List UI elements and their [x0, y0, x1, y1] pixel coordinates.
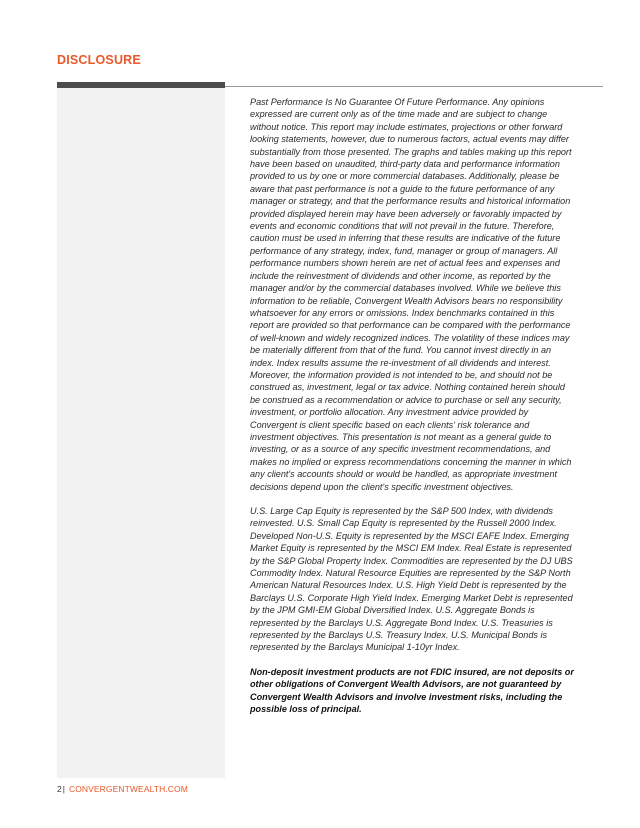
- website-link[interactable]: CONVERGENTWEALTH.COM: [68, 784, 188, 794]
- page-footer: [57, 784, 188, 794]
- disclosure-paragraph-indices: U.S. Large Cap Equity is represented by the S&P 500 Index, with dividends reinvested. U.S. Small Cap Equity is represented by the Russell 2000 Index. Developed Non-U.S. Equity is represented by the MSCI EAFE Index. Emerging Market Equity is represented by the MSCI EM Index. Real Estate is represented by the S&P Global Property Index. Commodities are represented by the DJ UBS Commodity Index. Natural Resource Equities are represented by the S&P North American Natural Resources Index. U.S. High Yield Debt is represented by the Barclays U.S. Corporate High Yield Index. Emerging Market Debt is represented by the JPM GMI-EM Global Diversified Index. U.S. Aggregate Bonds is represented by the Barclays U.S. Aggregate Bond Index. U.S. Treasuries is represented by the Barclays U.S. Treasury Index. U.S. Municipal Bonds is represented by the Barclays Municipal 1-10yr Index.: [250, 506, 573, 653]
- footer-separator: |: [62, 784, 65, 794]
- disclosure-body: [250, 96, 574, 728]
- disclosure-paragraph-performance: Past Performance Is No Guarantee Of Future Performance. Any opinions expressed are current only as of the time made and are subject to change without notice. This report may include estimates, projections or other forward looking statements, however, due to numerous factors, actual events may differ substantially from those presented. The graphs and tables making up this report have been based on unaudited, third-party data and performance information provided to us by one or more commercial databases. Additionally, please be aware that past performance is not a guide to the future performance of any manager or strategy, and that the performance results and historical information provided displayed herein may have been adversely or favorably impacted by events and economic conditions that will not prevail in the future. Therefore, caution must be used in inferring that these results are indicative of the future performance of any strategy, index, fund, manager or group of managers. All performance numbers shown herein are net of actual fees and expenses and include the reinvestment of dividends and other income, as reported by the manager and/or by the commercial databases involved. While we believe this information to be reliable, Convergent Wealth Advisors bears no responsibility whatsoever for any errors or omissions. Index benchmarks contained in this report are provided so that performance can be compared with the performance of well-known and widely recognized indices. The volatility of these indices may be materially different from that of the fund. You cannot invest directly in an index. Index results assume the re-investment of all dividends and interest. Moreover, the information provided is not intended to be, and should not be construed as, investment, legal or tax advice. Nothing contained herein should be construed as a recommendation or advice to purchase or sell any security, investment, or portfolio allocation. Any investment advice provided by Convergent is client specific based on each clients' risk tolerance and investment objectives. This presentation is not meant as a general guide to investing, or as a source of any specific investment recommendations, and makes no implied or express recommendations concerning the manner in which any client's accounts should or would be handled, as appropriate investment decisions depend upon the client's specific investment objectives.: [250, 97, 572, 492]
- page-title: DISCLOSURE: [57, 53, 141, 67]
- sidebar-panel: [57, 82, 225, 778]
- fdic-notice: Non-deposit investment products are not FDIC insured, are not deposits or other obligations of Convergent Wealth Advisors, are not guaranteed by Convergent Wealth Advisors and involve investment risks, including the possible loss of principal.: [250, 666, 574, 715]
- header-divider: [225, 86, 603, 87]
- page-number: 2: [57, 784, 62, 794]
